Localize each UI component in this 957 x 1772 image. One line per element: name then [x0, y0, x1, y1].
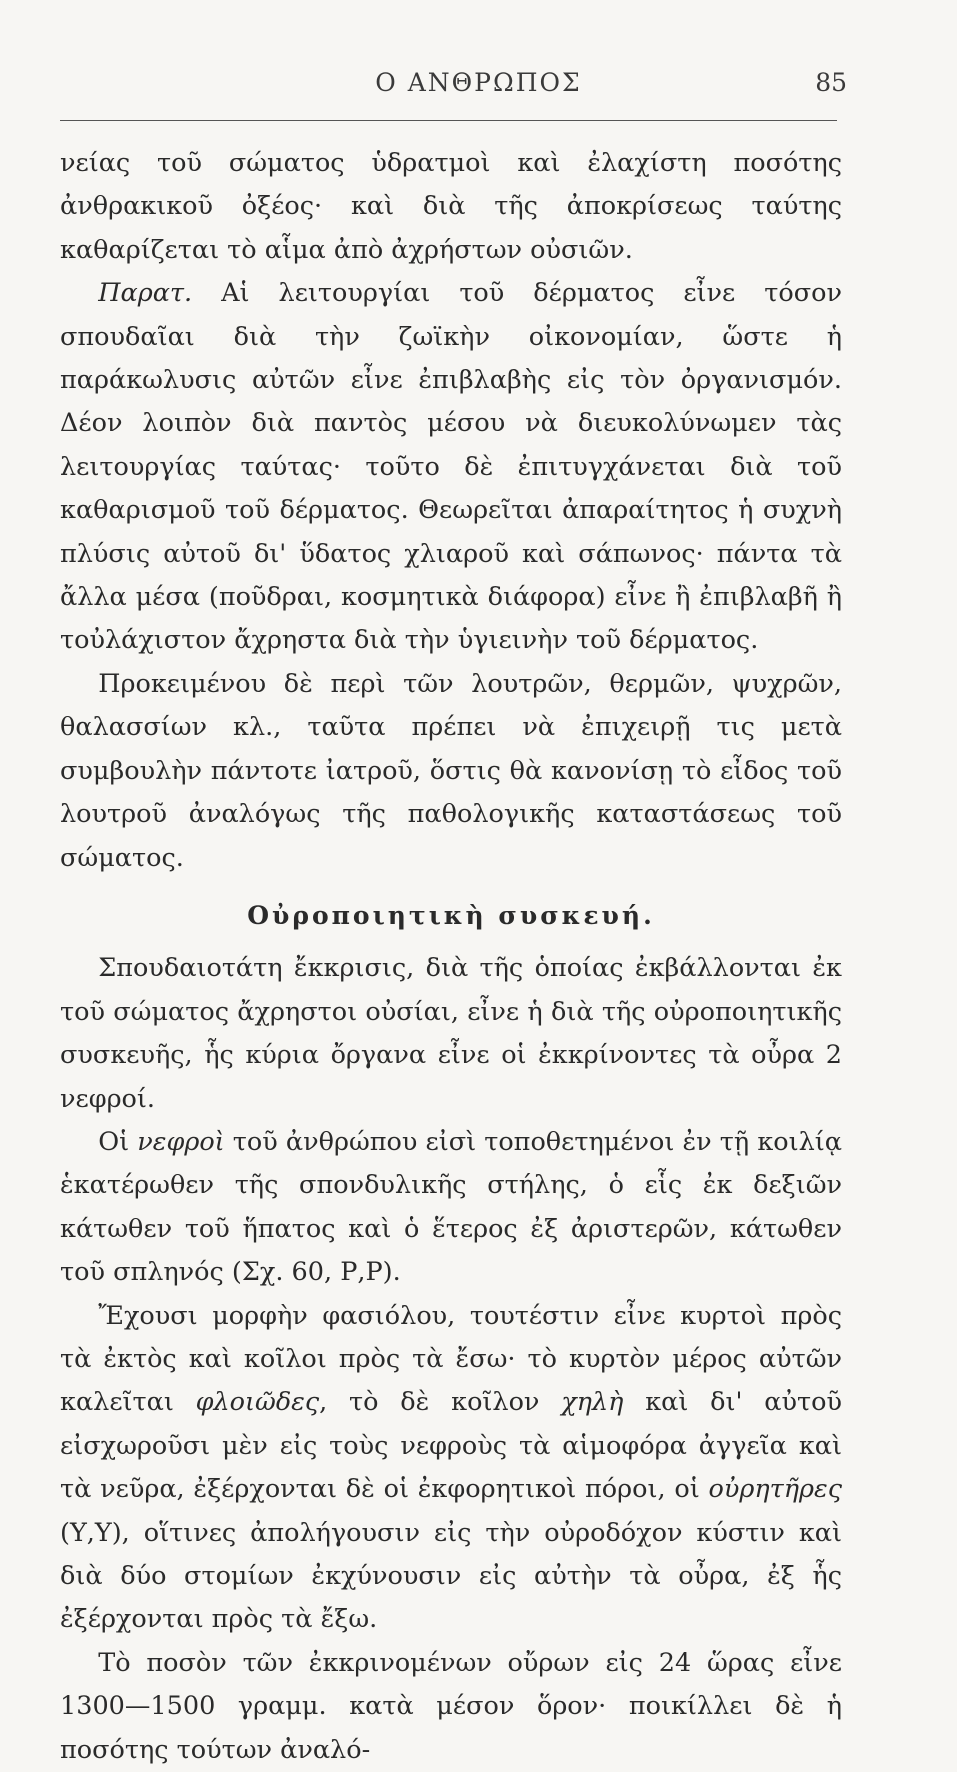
paragraph-baths: Προκειμένου δὲ περὶ τῶν λουτρῶν, θερμῶν, ψυχρῶν, θαλασσίων κλ., ταῦτα πρέπει νὰ ἐπιχειρῇ τις μετὰ συμβουλὴν πάντοτε ἰατροῦ, ὅστις θὰ κανονίσῃ τὸ εἶδος τοῦ λουτροῦ ἀναλόγως τῆς παθολογικῆς καταστάσεως τοῦ σώματος.	[60, 668, 842, 873]
text-run: καὶ δι' αὐτοῦ εἰσχωροῦσι μὲν εἰς τοὺς νεφροὺς τὰ αἱμοφόρα ἀγγεῖα καὶ τὰ νεῦρα, ἐξέρχονται δὲ οἱ ἐκφορητικοὶ πόροι, οἱ	[60, 1387, 842, 1505]
running-head	[0, 68, 957, 108]
section-heading: Οὐροποιητικὴ συσκευή.	[247, 900, 655, 930]
page-number: 85	[815, 68, 847, 97]
paragraph-continuation: νείας τοῦ σώματος ὑδρατμοὶ καὶ ἐλαχίστη ποσότης ἀνθρακικοῦ ὀξέος· καὶ διὰ τῆς ἀποκρίσεως ταύτης καθαρίζεται τὸ αἷμα ἀπὸ ἀχρήστων οὐσιῶν.	[60, 148, 842, 265]
text-run: Οἱ	[98, 1126, 138, 1157]
text-run: (Υ,Υ), οἵτινες ἀπολήγουσιν εἰς τὴν οὐροδόχον κύστιν καὶ διὰ δύο στομίων ἐκχύνουσιν εἰς αὐτὴν τὰ οὖρα, ἐξ ἧς ἐξέρχονται πρὸς τὰ ἔξω.	[60, 1517, 842, 1635]
note-label: Παρατ.	[98, 278, 193, 309]
term-hilum: χηλὴ	[561, 1387, 624, 1418]
text-run: τοῦ ἀνθρώπου εἰσὶ τοποθετημένοι ἐν τῇ κοιλίᾳ ἑκατέρωθεν τῆς σπονδυλικῆς στήλης, ὁ εἷς ἐκ δεξιῶν κάτωθεν τοῦ ἥπατος καὶ ὁ ἕτερος ἐξ ἀριστερῶν, κάτωθεν τοῦ σπληνός (Σχ. 60, Ρ,Ρ).	[60, 1126, 842, 1288]
paragraph-note	[60, 272, 842, 663]
paragraph-kidney-shape	[60, 1295, 842, 1642]
paragraph-urinary-intro: Σπουδαιοτάτη ἔκκρισις, διὰ τῆς ὁποίας ἐκβάλλονται ἐκ τοῦ σώματος ἄχρηστοι οὐσίαι, εἶνε ἡ διὰ τῆς οὐροποιητικῆς συσκευῆς, ἧς κύρια ὄργανα εἶνε οἱ ἐκκρίνοντες τὰ οὖρα 2 νεφροί.	[60, 953, 842, 1114]
note-text: Αἱ λειτουργίαι τοῦ δέρματος εἶνε τόσον σπουδαῖαι διὰ τὴν ζωϊκὴν οἰκονομίαν, ὥστε ἡ παράκωλυσις αὐτῶν εἶνε ἐπιβλαβὴς εἰς τὸν ὀργανισμόν. Δέον λοιπὸν διὰ παντὸς μέσου νὰ διευκολύνωμεν τὰς λειτουργίας ταύτας· τοῦτο δὲ ἐπιτυγχάνεται διὰ τοῦ καθαρισμοῦ τοῦ δέρματος. Θεωρεῖται ἀπαραίτητος ἡ συχνὴ πλύσις αὐτοῦ δι' ὕδατος χλιαροῦ καὶ σάπωνος· πάντα τὰ ἄλλα μέσα (ποῦδραι, κοσμητικὰ διάφορα) εἶνε ἢ ἐπιβλαβῆ ἢ τοὐλάχιστον ἄχρηστα διὰ τὴν ὑγιεινὴν τοῦ δέρματος.	[60, 278, 842, 656]
paragraph-kidneys	[60, 1121, 842, 1295]
term-ureters: οὐρητῆρες	[708, 1474, 842, 1505]
header-rule	[60, 120, 837, 121]
body-text	[60, 142, 842, 1772]
text-run: Ἔχουσι μορφὴν φασιόλου, τουτέστιν εἶνε κυρτοὶ πρὸς τὰ ἐκτὸς καὶ κοῖλοι πρὸς τὰ ἔσω· τὸ κυρτὸν μέρος αὐτῶν καλεῖται	[60, 1300, 842, 1418]
term-kidneys: νεφροὶ	[137, 1126, 225, 1157]
paragraph-urine-quantity: Τὸ ποσὸν τῶν ἐκκρινομένων οὔρων εἰς 24 ὥρας εἶνε 1300—1500 γραμμ. κατὰ μέσον ὅρον· ποικίλλει δὲ ἡ ποσότης τούτων ἀναλό-	[60, 1647, 842, 1765]
page-title: Ο ΑΝΘΡΩΠΟΣ	[375, 68, 582, 97]
term-cortex: φλοιῶδες	[195, 1387, 320, 1418]
text-run: , τὸ δὲ κοῖλον	[319, 1387, 562, 1418]
